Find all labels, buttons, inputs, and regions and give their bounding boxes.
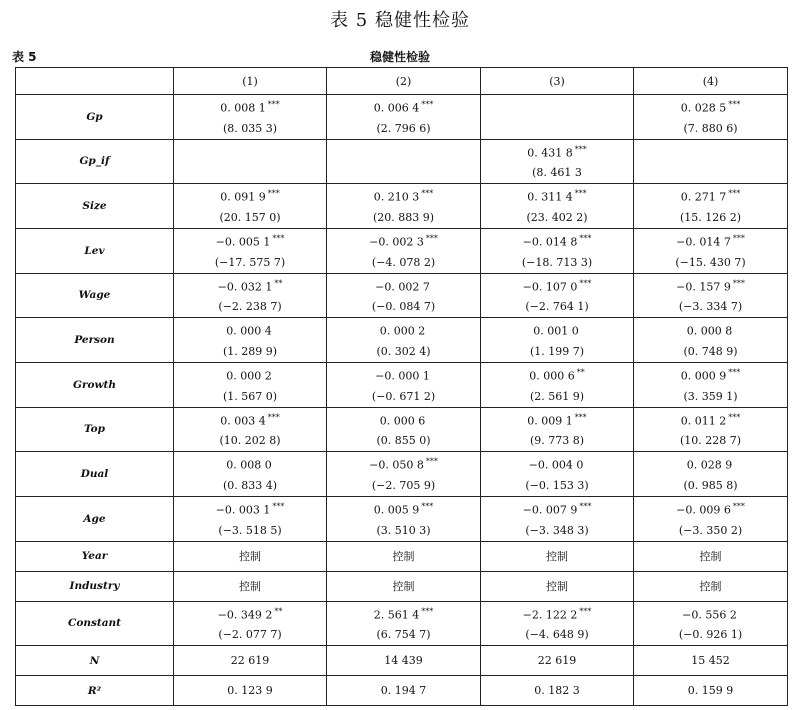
coefficient-value: −0. 009 6: [676, 503, 731, 517]
value-cell: 0. 194 7: [327, 676, 481, 706]
value-cell: [174, 95, 327, 140]
value-cell: [327, 407, 481, 452]
t-statistic: (20. 883 9): [372, 210, 435, 224]
header-cell-model-4: (4): [634, 68, 788, 95]
significance-stars: ***: [425, 233, 438, 243]
coefficient: [327, 318, 480, 342]
t-statistic: (10. 202 8): [219, 434, 281, 448]
coefficient-value: 0. 000 6: [379, 414, 426, 428]
t-statistic: (−3. 334 7): [678, 300, 743, 314]
t-statistic: (15. 126 2): [679, 210, 742, 224]
value-cell: [327, 95, 481, 140]
coefficient: [634, 184, 787, 208]
variable-name-cell: Industry: [16, 571, 174, 601]
value-cell: 控制: [327, 541, 481, 571]
coefficient-value: −0. 050 8: [369, 458, 424, 472]
coefficient-value: 2. 561 4: [373, 608, 420, 622]
value-cell: [327, 184, 481, 229]
value-cell: [634, 95, 788, 140]
value-cell: 控制: [634, 541, 788, 571]
t-statistic: (7. 880 6): [683, 121, 738, 135]
coefficient: [174, 229, 326, 253]
significance-stars: **: [576, 367, 585, 377]
value-cell: [634, 184, 788, 229]
variable-name-cell: Age: [16, 496, 174, 541]
coefficient-value: −0. 007 9: [522, 503, 578, 517]
value-cell: [634, 273, 788, 318]
coefficient: [327, 229, 480, 253]
variable-name-cell: Top: [16, 407, 174, 452]
coefficient: [481, 497, 633, 521]
coefficient: [634, 363, 787, 387]
coefficient: [481, 452, 633, 476]
coefficient-value: −0. 003 1: [215, 503, 271, 517]
value-cell: 控制: [481, 571, 634, 601]
coefficient-value: −0. 157 9: [676, 280, 731, 294]
t-statistic: (9. 773 8): [529, 434, 585, 448]
coefficient: [481, 184, 633, 208]
coefficient-value: 0. 011 2: [680, 414, 727, 428]
value-cell: [174, 362, 327, 407]
variable-name-cell: Dual: [16, 452, 174, 497]
t-statistic: (−0. 671 2): [371, 389, 436, 403]
value-cell: [634, 228, 788, 273]
value-cell: [481, 318, 634, 363]
value-cell: [634, 452, 788, 497]
variable-name-cell: Gp: [16, 95, 174, 140]
value-cell: [481, 184, 634, 229]
coefficient: [174, 318, 326, 342]
value-cell: [174, 496, 327, 541]
table-row: [16, 601, 788, 646]
coefficient: [634, 318, 787, 342]
table-row: [16, 228, 788, 273]
t-statistic: (1. 289 9): [222, 344, 278, 358]
coefficient-value: 0. 009 1: [527, 414, 573, 428]
table-label: 表 5: [12, 50, 37, 64]
t-statistic: (1. 199 7): [529, 344, 585, 358]
value-cell: [327, 139, 481, 184]
header-cell-model-3: (3): [481, 68, 634, 95]
regression-table: [15, 67, 788, 706]
value-cell: [327, 228, 481, 273]
coefficient-value: 0. 000 4: [226, 324, 272, 338]
t-statistic: (23. 402 2): [526, 210, 588, 224]
coefficient: [327, 602, 480, 626]
significance-stars: ***: [574, 412, 587, 422]
value-cell: [481, 273, 634, 318]
value-cell: [327, 362, 481, 407]
variable-name-cell: Growth: [16, 362, 174, 407]
coefficient-value: −2. 122 2: [522, 608, 578, 622]
significance-stars: ***: [574, 144, 587, 154]
coefficient: [174, 150, 326, 174]
significance-stars: ***: [421, 100, 434, 109]
coefficient: [481, 318, 633, 342]
value-cell: [174, 273, 327, 318]
value-cell: [634, 139, 788, 184]
header-cell-stub: [16, 68, 174, 95]
significance-stars: ***: [732, 278, 745, 288]
significance-stars: ***: [421, 189, 434, 199]
variable-name-cell: Person: [16, 318, 174, 363]
coefficient-value: −0. 002 7: [375, 280, 430, 294]
t-statistic: (−3. 348 3): [525, 523, 589, 537]
coefficient: [327, 497, 480, 521]
coefficient: [481, 274, 633, 298]
table-title: 稳健性检验: [369, 50, 430, 64]
table-row: [16, 407, 788, 452]
value-cell: [481, 407, 634, 452]
value-cell: [174, 601, 327, 646]
value-cell: [174, 318, 327, 363]
coefficient: [174, 602, 326, 626]
value-cell: 22 619: [174, 646, 327, 676]
coefficient-value: 0. 028 5: [680, 101, 727, 115]
value-cell: 控制: [634, 571, 788, 601]
value-cell: [481, 496, 634, 541]
coefficient: [327, 184, 480, 208]
t-statistic: (−2. 705 9): [371, 478, 436, 492]
coefficient: [174, 184, 326, 208]
value-cell: [634, 407, 788, 452]
variable-name-cell: Gp_if: [16, 139, 174, 184]
coefficient-value: −0. 005 1: [215, 235, 271, 249]
t-statistic: (−0. 926 1): [678, 628, 743, 642]
table-row: [16, 273, 788, 318]
t-statistic: (−0. 153 3): [525, 478, 589, 492]
coefficient: [174, 95, 326, 119]
significance-stars: ***: [732, 233, 745, 243]
variable-name-cell: N: [16, 646, 174, 676]
table-row: [16, 452, 788, 497]
coefficient: [481, 408, 633, 432]
value-cell: 控制: [327, 571, 481, 601]
value-cell: [327, 452, 481, 497]
t-statistic: (20. 157 0): [219, 210, 281, 224]
value-cell: [481, 228, 634, 273]
significance-stars: ***: [579, 233, 592, 243]
coefficient-value: −0. 002 3: [369, 235, 424, 249]
t-statistic: (0. 748 9): [683, 344, 738, 358]
table-row: [16, 676, 788, 706]
coefficient: [327, 363, 480, 387]
value-cell: [327, 496, 481, 541]
coefficient-value: 0. 005 9: [373, 503, 420, 517]
t-statistic: (1. 567 0): [222, 389, 278, 403]
coefficient-value: 0. 311 4: [527, 190, 573, 204]
significance-stars: ***: [272, 233, 285, 243]
value-cell: [327, 318, 481, 363]
t-statistic: (−4. 078 2): [371, 255, 436, 269]
variable-name-cell: Lev: [16, 228, 174, 273]
significance-stars: ***: [267, 100, 280, 109]
coefficient: [634, 602, 787, 626]
t-statistic: (−2. 077 7): [218, 628, 282, 642]
significance-stars: ***: [579, 501, 592, 511]
value-cell: [174, 452, 327, 497]
coefficient: [174, 274, 326, 298]
coefficient-value: −0. 032 1: [217, 280, 273, 294]
coefficient-value: 0. 000 2: [379, 324, 426, 338]
significance-stars: ***: [732, 501, 745, 511]
coefficient-value: 0. 000 9: [680, 369, 727, 383]
coefficient: [174, 452, 326, 476]
coefficient: [327, 95, 480, 119]
significance-stars: ***: [728, 189, 741, 199]
significance-stars: ***: [579, 606, 592, 616]
t-statistic: (−15. 430 7): [675, 255, 746, 269]
significance-stars: ***: [272, 501, 285, 511]
value-cell: [634, 601, 788, 646]
value-cell: 0. 182 3: [481, 676, 634, 706]
coefficient: [327, 150, 480, 174]
significance-stars: ***: [421, 501, 434, 511]
t-statistic: (10. 228 7): [679, 434, 742, 448]
t-statistic: (3. 510 3): [376, 523, 431, 537]
coefficient: [481, 602, 633, 626]
variable-name-cell: Wage: [16, 273, 174, 318]
table-row: [16, 139, 788, 184]
value-cell: [481, 452, 634, 497]
t-statistic: (2. 561 9): [529, 389, 585, 403]
coefficient-value: −0. 107 0: [522, 280, 578, 294]
table-row: [16, 646, 788, 676]
t-statistic: (2. 796 6): [376, 121, 431, 135]
t-statistic: (0. 833 4): [222, 478, 278, 492]
t-statistic: (−2. 764 1): [525, 300, 589, 314]
coefficient: [634, 274, 787, 298]
coefficient: [174, 363, 326, 387]
table-row: [16, 496, 788, 541]
value-cell: 22 619: [481, 646, 634, 676]
coefficient: [481, 363, 633, 387]
t-statistic: (6. 754 7): [376, 628, 431, 642]
table-row: [16, 571, 788, 601]
coefficient-value: −0. 014 8: [522, 235, 578, 249]
table-row: [16, 318, 788, 363]
value-cell: [634, 362, 788, 407]
t-statistic: (−2. 238 7): [218, 300, 282, 314]
table-body: [16, 95, 788, 706]
coefficient: [634, 95, 787, 119]
header-cell-model-2: (2): [327, 68, 481, 95]
variable-name-cell: R²: [16, 676, 174, 706]
value-cell: 控制: [174, 571, 327, 601]
coefficient-value: 0. 210 3: [373, 190, 420, 204]
coefficient-value: 0. 003 4: [220, 414, 266, 428]
table-row: [16, 362, 788, 407]
t-statistic: (−17. 575 7): [214, 255, 286, 269]
significance-stars: ***: [267, 189, 280, 199]
coefficient: [634, 229, 787, 253]
t-statistic: (8. 461 3: [532, 166, 582, 180]
significance-stars: ***: [728, 100, 741, 109]
coefficient: [634, 408, 787, 432]
coefficient-value: −0. 349 2: [217, 608, 273, 622]
coefficient-value: 0. 000 8: [686, 324, 733, 338]
coefficient: [634, 497, 787, 521]
table-row: [16, 95, 788, 140]
value-cell: [634, 318, 788, 363]
significance-stars: ***: [579, 278, 592, 288]
value-cell: 0. 159 9: [634, 676, 788, 706]
coefficient-value: −0. 004 0: [528, 458, 584, 472]
coefficient-value: 0. 000 2: [226, 369, 272, 383]
page-title: 表 5 稳健性检验: [330, 10, 470, 31]
value-cell: 控制: [174, 541, 327, 571]
coefficient-value: 0. 091 9: [220, 190, 266, 204]
significance-stars: **: [274, 278, 283, 288]
coefficient-value: 0. 431 8: [527, 146, 573, 160]
coefficient-value: 0. 001 0: [533, 324, 579, 338]
variable-name-cell: Year: [16, 541, 174, 571]
t-statistic: (0. 985 8): [683, 478, 738, 492]
coefficient-value: 0. 028 9: [686, 458, 733, 472]
coefficient: [327, 452, 480, 476]
t-statistic: (−0. 084 7): [371, 300, 436, 314]
value-cell: [481, 362, 634, 407]
table-row: [16, 184, 788, 229]
value-cell: [174, 228, 327, 273]
value-cell: 控制: [481, 541, 634, 571]
value-cell: 14 439: [327, 646, 481, 676]
value-cell: 0. 123 9: [174, 676, 327, 706]
coefficient-value: 0. 006 4: [373, 101, 420, 115]
coefficient: [481, 140, 633, 164]
coefficient: [481, 229, 633, 253]
t-statistic: (3. 359 1): [683, 389, 738, 403]
t-statistic: (−3. 350 2): [678, 523, 743, 537]
t-statistic: (0. 302 4): [376, 344, 431, 358]
coefficient-value: 0. 008 0: [226, 458, 272, 472]
coefficient: [634, 150, 787, 174]
t-statistic: (−3. 518 5): [218, 523, 282, 537]
coefficient-value: −0. 014 7: [676, 235, 731, 249]
coefficient: [634, 452, 787, 476]
t-statistic: (0. 855 0): [376, 434, 431, 448]
coefficient-value: 0. 000 6: [529, 369, 575, 383]
coefficient: [174, 497, 326, 521]
significance-stars: ***: [728, 367, 741, 377]
significance-stars: ***: [574, 189, 587, 199]
table-row: [16, 541, 788, 571]
coefficient: [481, 105, 633, 129]
t-statistic: (−18. 713 3): [521, 255, 593, 269]
value-cell: [481, 95, 634, 140]
value-cell: [174, 184, 327, 229]
value-cell: [634, 496, 788, 541]
variable-name-cell: Size: [16, 184, 174, 229]
value-cell: [327, 601, 481, 646]
value-cell: [481, 601, 634, 646]
t-statistic: (8. 035 3): [222, 121, 278, 135]
significance-stars: ***: [425, 457, 438, 467]
coefficient-value: −0. 000 1: [375, 369, 430, 383]
value-cell: [174, 407, 327, 452]
value-cell: 15 452: [634, 646, 788, 676]
header-row: [16, 68, 788, 95]
header-cell-model-1: (1): [174, 68, 327, 95]
value-cell: [174, 139, 327, 184]
significance-stars: ***: [728, 412, 741, 422]
coefficient-value: 0. 008 1: [220, 101, 266, 115]
t-statistic: (−4. 648 9): [525, 628, 589, 642]
coefficient-value: 0. 271 7: [680, 190, 727, 204]
coefficient: [327, 274, 480, 298]
coefficient: [327, 408, 480, 432]
coefficient: [174, 408, 326, 432]
variable-name-cell: Constant: [16, 601, 174, 646]
value-cell: [481, 139, 634, 184]
significance-stars: ***: [267, 412, 280, 422]
coefficient-value: −0. 556 2: [682, 608, 737, 622]
significance-stars: **: [274, 606, 283, 616]
significance-stars: ***: [421, 606, 434, 616]
value-cell: [327, 273, 481, 318]
